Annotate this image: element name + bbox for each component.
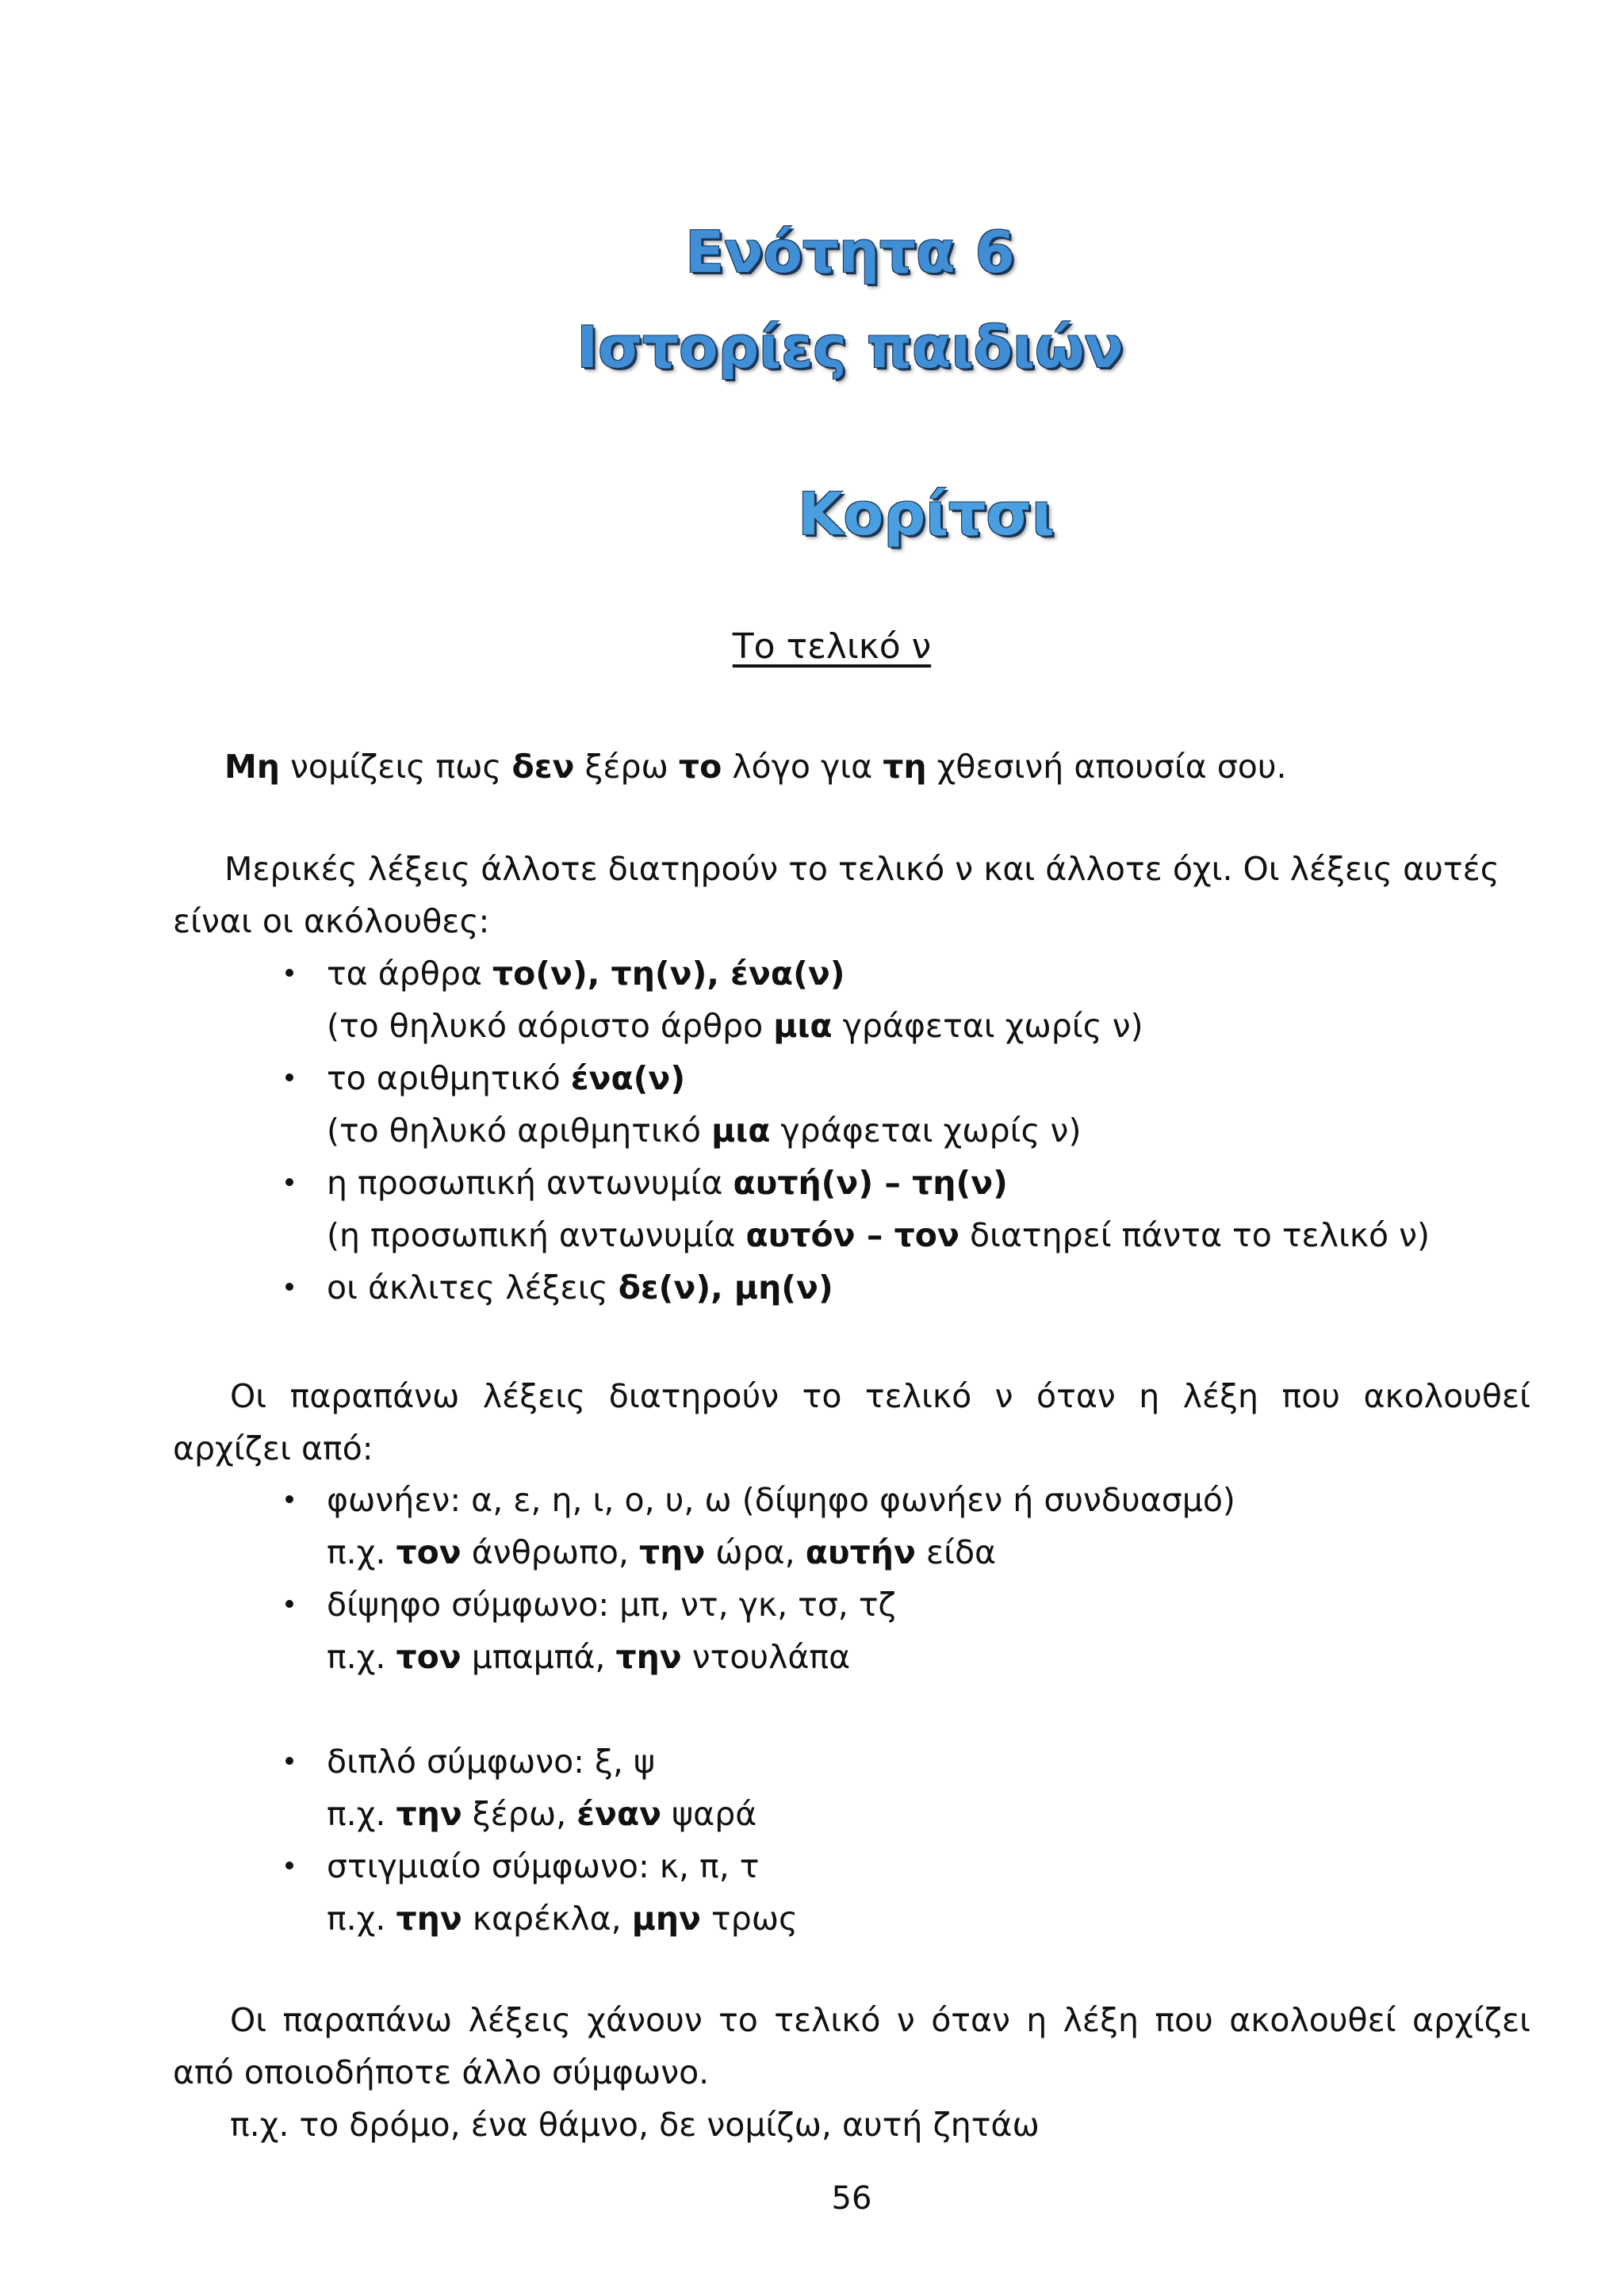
keep-rule-line-2: αρχίζει από:	[173, 1429, 373, 1468]
list-item-note: (η προσωπική αντωνυμία αυτόν – τον διατηρεί πάντα το τελικό ν)	[327, 1216, 1431, 1254]
list-item: οι άκλιτες λέξεις δε(ν), μη(ν)	[327, 1269, 833, 1307]
bullet-dot	[285, 969, 293, 977]
bullet-dot	[285, 1600, 293, 1608]
intro-line-2: είναι οι ακόλουθες:	[173, 902, 490, 940]
keep-rule-line-1: Οι παραπάνω λέξεις διατηρούν το τελικό ν όταν η λέξη που ακολουθεί	[230, 1377, 1530, 1415]
unit-title-heading: Ιστορίες παιδιών	[576, 314, 1124, 381]
example-sentence: Μη νομίζεις πως δεν ξέρω το λόγο για τη χθεσινή απουσία σου.	[224, 748, 1287, 786]
list-item-example: π.χ. την ξέρω, έναν ψαρά	[327, 1795, 757, 1833]
lesson-subtitle: Το τελικό ν	[732, 626, 932, 667]
bullet-dot	[285, 1178, 293, 1186]
bullet-dot	[285, 1495, 293, 1503]
list-item-example: π.χ. τον μπαμπά, την ντουλάπα	[327, 1638, 851, 1676]
unit-heading: Ενότητα 6	[685, 219, 1015, 285]
bullet-dot	[285, 1283, 293, 1291]
drop-rule-example: π.χ. το δρόμο, ένα θάμνο, δε νομίζω, αυτή ζητάω	[230, 2106, 1040, 2144]
list-item: τα άρθρα το(ν), τη(ν), ένα(ν)	[327, 955, 845, 993]
list-item: φωνήεν: α, ε, η, ι, ο, υ, ω (δίψηφο φωνήεν ή συνδυασμό)	[327, 1481, 1235, 1519]
drop-rule-line-1: Οι παραπάνω λέξεις χάνουν το τελικό ν όταν η λέξη που ακολουθεί αρχίζει	[230, 2001, 1530, 2039]
list-item: δίψηφο σύμφωνο: μπ, ντ, γκ, τσ, τζ	[327, 1586, 896, 1624]
bullet-dot	[285, 1862, 293, 1869]
list-item-note: (το θηλυκό αριθμητικό μια γράφεται χωρίς ν)	[327, 1112, 1082, 1150]
list-item-example: π.χ. την καρέκλα, μην τρως	[327, 1900, 799, 1938]
list-item-note: (το θηλυκό αόριστο άρθρο μια γράφεται χωρίς ν)	[327, 1007, 1143, 1045]
list-item-example: π.χ. τον άνθρωπο, την ώρα, αυτήν είδα	[327, 1533, 997, 1571]
bullet-dot	[285, 1073, 293, 1081]
list-item: το αριθμητικό ένα(ν)	[327, 1059, 686, 1097]
section-heading: Κορίτσι	[798, 480, 1055, 549]
list-item: διπλό σύμφωνο: ξ, ψ	[327, 1743, 656, 1781]
intro-line-1: Μερικές λέξεις άλλοτε διατηρούν το τελικό ν και άλλοτε όχι. Οι λέξεις αυτές	[224, 850, 1500, 888]
list-item: στιγμιαίο σύμφωνο: κ, π, τ	[327, 1847, 760, 1885]
list-item: η προσωπική αντωνυμία αυτή(ν) – τη(ν)	[327, 1164, 1008, 1202]
bullet-dot	[285, 1757, 293, 1765]
drop-rule-line-2: από οποιοδήποτε άλλο σύμφωνο.	[173, 2053, 710, 2091]
page-number: 56	[831, 2180, 872, 2217]
